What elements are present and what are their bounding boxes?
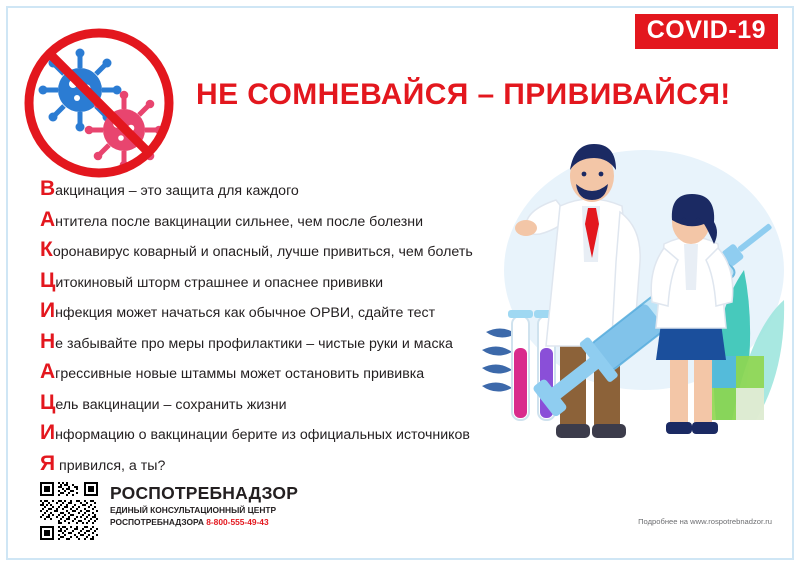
acrostic-text: нтитела после вакцинации сильнее, чем после болезни (55, 213, 424, 230)
acrostic-text: итокиновый шторм страшнее и опаснее прививки (55, 274, 384, 291)
acrostic-letter: А (40, 360, 56, 383)
list-item (40, 239, 510, 260)
consultation-center-org: РОСПОТРЕБНАДЗОРА (110, 516, 204, 527)
page-title: НЕ СОМНЕВАЙСЯ – ПРИВИВАЙСЯ! (196, 78, 731, 111)
no-virus-sign-icon (18, 22, 180, 184)
acrostic-letter: И (40, 421, 56, 444)
acrostic-letter: А (40, 207, 56, 231)
website-note: Подробнее на www.rospotrebnadzor.ru (638, 517, 772, 526)
acrostic-text: привился, а ты? (55, 457, 166, 474)
acrostic-letter: Ц (40, 390, 56, 414)
acrostic-text: ель вакцинации – сохранить жизни (55, 396, 287, 413)
list-item (40, 209, 510, 230)
consultation-center-line1: ЕДИНЫЙ КОНСУЛЬТАЦИОННЫЙ ЦЕНТР (110, 505, 277, 516)
footer-text-block (110, 482, 298, 529)
consultation-center-info (110, 505, 298, 528)
list-item (40, 422, 510, 443)
acrostic-letter: В (40, 177, 56, 200)
acrostic-text: е забывайте про меры профилактики – чистые руки и маска (55, 335, 453, 352)
list-item (40, 300, 510, 321)
acrostic-list (40, 178, 510, 483)
list-item (40, 453, 510, 474)
hotline-phone[interactable]: 8-800-555-49-43 (206, 516, 269, 527)
acrostic-letter: К (40, 238, 53, 261)
covid-badge: COVID-19 (635, 14, 778, 49)
acrostic-letter: Ц (40, 268, 56, 292)
list-item (40, 392, 510, 413)
acrostic-letter: Н (40, 329, 56, 353)
acrostic-letter: И (40, 299, 56, 322)
list-item (40, 361, 510, 382)
qr-code-icon[interactable] (40, 482, 98, 540)
acrostic-letter: Я (40, 451, 56, 475)
consultation-center-line2 (110, 517, 298, 529)
acrostic-text: нформацию о вакцинации берите из официальных источников (55, 427, 470, 443)
acrostic-text: нфекция может начаться как обычное ОРВИ, сдайте тест (55, 305, 436, 321)
list-item (40, 178, 510, 199)
list-item (40, 270, 510, 291)
organization-name: РОСПОТРЕБНАДЗОР (110, 483, 299, 503)
acrostic-text: грессивные новые штаммы может остановить прививка (55, 366, 425, 382)
doctors-illustration (464, 120, 794, 460)
acrostic-text: акцинация – это защита для каждого (55, 183, 299, 199)
list-item (40, 331, 510, 352)
footer (40, 482, 298, 540)
acrostic-text: оронавирус коварный и опасный, лучше привиться, чем болеть (52, 244, 473, 260)
